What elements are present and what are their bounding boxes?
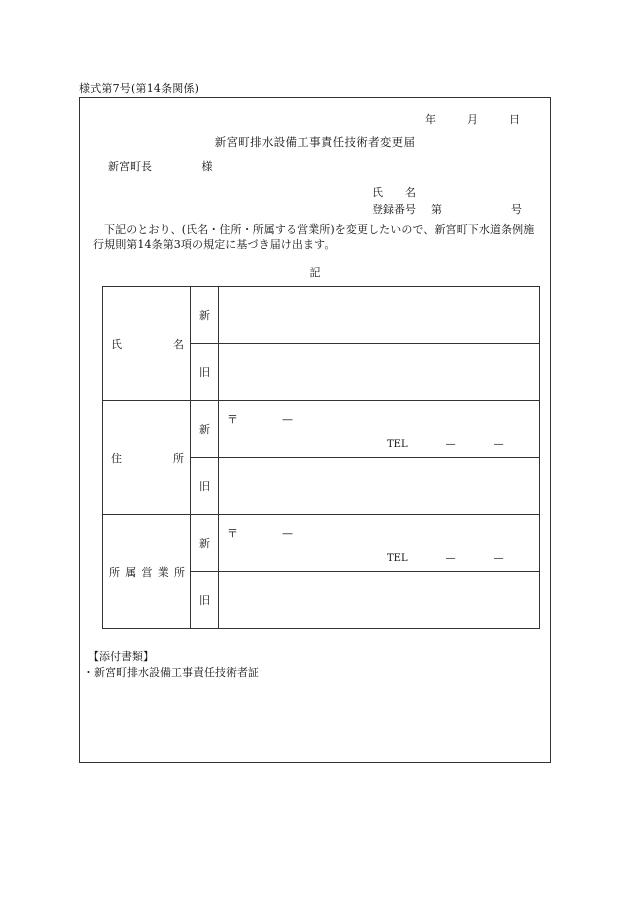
addressee-line bbox=[108, 158, 213, 174]
tel-line bbox=[387, 553, 504, 564]
label-char: 業 bbox=[157, 565, 169, 579]
postal-mark: 〒 bbox=[227, 527, 238, 540]
label-char: 氏 bbox=[111, 337, 122, 351]
tel-dash: — bbox=[493, 439, 504, 450]
addressee-honorific: 様 bbox=[201, 160, 213, 173]
tel-dash: — bbox=[493, 553, 504, 564]
row-label-name bbox=[103, 287, 191, 401]
address-old-field[interactable] bbox=[219, 458, 540, 515]
table-row-address-new bbox=[103, 401, 540, 458]
name-new-field[interactable] bbox=[219, 287, 540, 344]
registration-prefix: 第 bbox=[431, 203, 442, 216]
postal-mark: 〒 bbox=[227, 413, 238, 426]
label-char: 営 bbox=[141, 565, 153, 579]
date-line bbox=[425, 111, 520, 127]
tel-label: TEL bbox=[387, 553, 408, 564]
change-details-table bbox=[102, 286, 540, 629]
office-old-field[interactable] bbox=[219, 572, 540, 629]
document-title: 新宮町排水設備工事責任技術者変更届 bbox=[214, 135, 416, 149]
form-number-label: 様式第7号(第14条関係) bbox=[79, 82, 200, 95]
registration-number-line bbox=[372, 201, 522, 217]
label-char: 名 bbox=[173, 337, 184, 351]
old-marker: 旧 bbox=[191, 458, 219, 515]
tel-label: TEL bbox=[387, 439, 408, 450]
postal-code-line bbox=[227, 525, 293, 541]
postal-dash: — bbox=[282, 527, 293, 540]
date-day: 日 bbox=[509, 113, 520, 126]
row-label-address bbox=[103, 401, 191, 515]
registration-label: 登録番号 bbox=[372, 203, 416, 216]
new-marker: 新 bbox=[191, 287, 219, 344]
tel-dash: — bbox=[445, 553, 456, 564]
label-char: 属 bbox=[125, 565, 137, 579]
applicant-name-label: 氏 名 bbox=[372, 186, 416, 199]
new-marker: 新 bbox=[191, 401, 219, 458]
row-label-office bbox=[103, 515, 191, 629]
table-row-office-new bbox=[103, 515, 540, 572]
tel-dash: — bbox=[445, 439, 456, 450]
tel-line bbox=[387, 439, 504, 450]
postal-code-line bbox=[227, 411, 293, 427]
form-frame bbox=[79, 97, 551, 763]
ki-heading: 記 bbox=[309, 266, 321, 279]
attachment-item: ・新宮町排水設備工事責任技術者証 bbox=[83, 666, 259, 679]
label-char: 所 bbox=[173, 451, 184, 465]
registration-suffix: 号 bbox=[511, 203, 522, 216]
date-year: 年 bbox=[425, 113, 436, 126]
new-marker: 新 bbox=[191, 515, 219, 572]
table-row-name-new bbox=[103, 287, 540, 344]
old-marker: 旧 bbox=[191, 344, 219, 401]
office-new-field[interactable] bbox=[219, 515, 540, 572]
body-text: 下記のとおり、(氏名・住所・所属する営業所)を変更したいので、新宮町下水道条例施行規則第14条第3項の規定に基づき届け出ます。 bbox=[93, 223, 535, 251]
postal-dash: — bbox=[282, 413, 293, 426]
label-char: 住 bbox=[111, 451, 122, 465]
name-old-field[interactable] bbox=[219, 344, 540, 401]
date-month: 月 bbox=[467, 113, 478, 126]
addressee-name: 新宮町長 bbox=[108, 160, 152, 173]
address-new-field[interactable] bbox=[219, 401, 540, 458]
old-marker: 旧 bbox=[191, 572, 219, 629]
label-char: 所 bbox=[174, 565, 185, 579]
label-char: 所 bbox=[109, 565, 120, 579]
attachments-heading: 【添付書類】 bbox=[88, 650, 154, 663]
